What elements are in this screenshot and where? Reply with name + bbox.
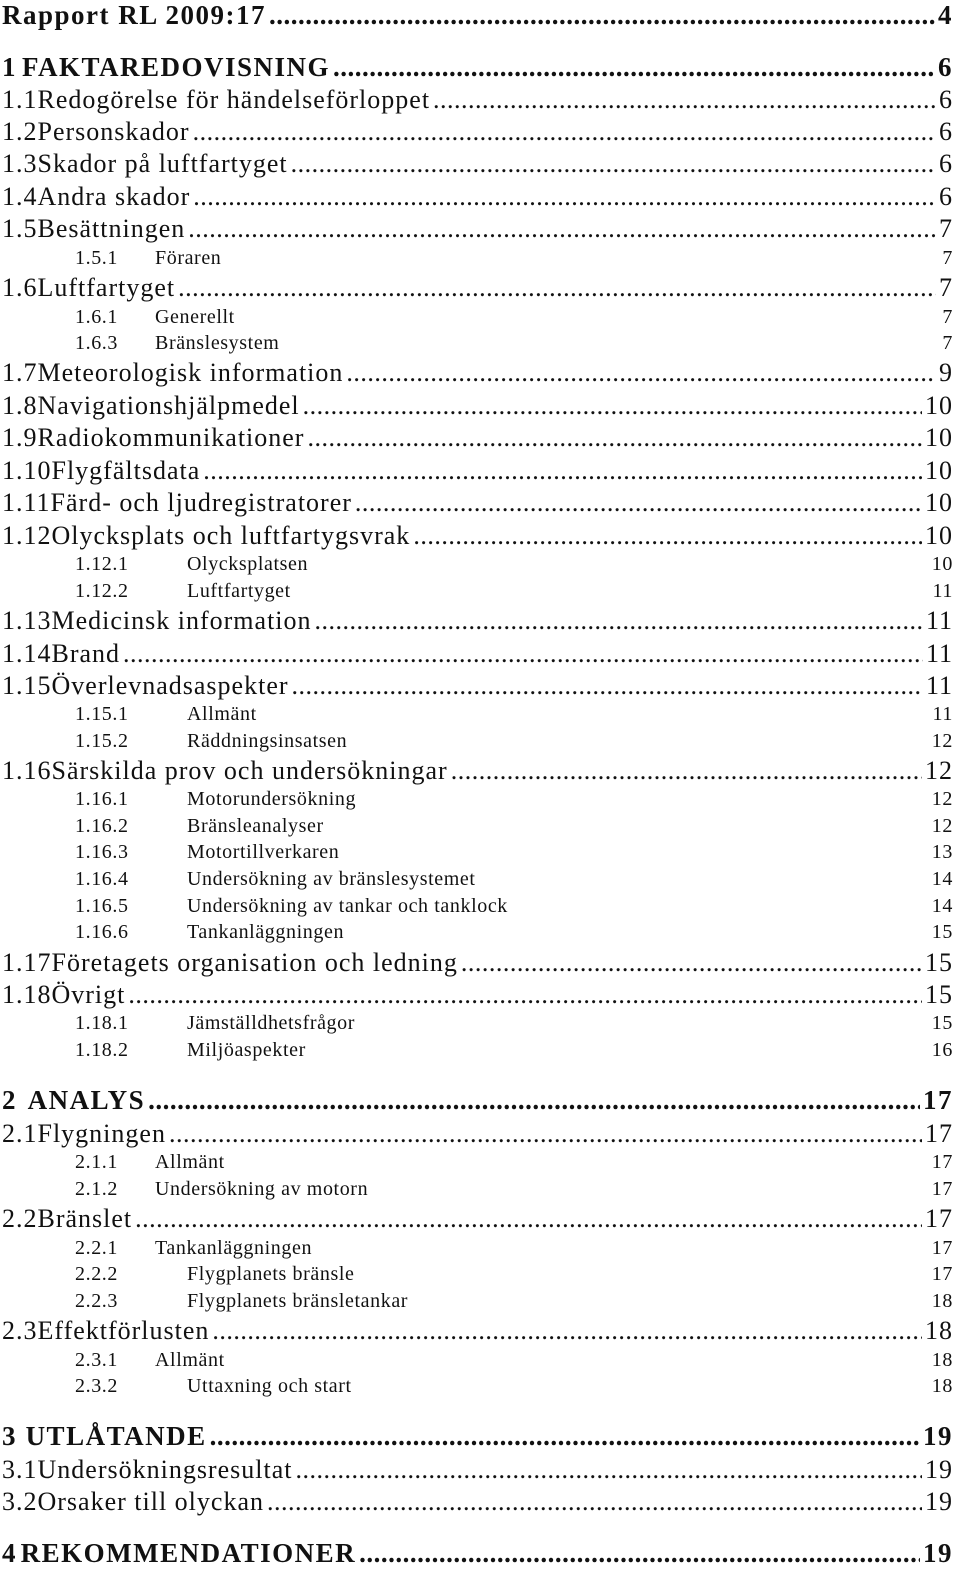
leader-dots: [178, 273, 936, 303]
toc-entry-number: 1.5: [2, 214, 38, 243]
leader-dots: [315, 606, 923, 636]
toc-entry-page: 18: [931, 1349, 953, 1371]
toc-entry-page: 10: [925, 423, 953, 452]
toc-entry-subsection[interactable]: [0, 1349, 960, 1372]
toc-entry-page: 7: [942, 247, 953, 269]
leader-dots: [212, 1316, 922, 1346]
toc-entry-page: 14: [931, 895, 953, 917]
leader-dots: [359, 1538, 920, 1569]
toc-entry-chapter[interactable]: [0, 52, 960, 83]
toc-entry-chapter[interactable]: [0, 1538, 960, 1569]
toc-entry-section[interactable]: [0, 391, 960, 421]
leader-dots: [307, 423, 922, 453]
toc-entry-number: 2.2: [2, 1204, 38, 1233]
toc-entry-subsection[interactable]: [0, 1290, 960, 1313]
toc-entry-subsection[interactable]: [0, 1375, 960, 1398]
toc-entry-title: Särskilda prov och undersökningar: [51, 756, 448, 785]
toc-entry-title: Meteorologisk information: [37, 358, 344, 387]
toc-entry-title: Räddningsinsatsen: [187, 730, 348, 752]
toc-entry-title: Besättningen: [37, 214, 186, 243]
toc-entry-section[interactable]: [0, 1487, 960, 1517]
toc-entry-page: 6: [939, 149, 953, 178]
toc-entry-subsection[interactable]: [0, 1012, 960, 1035]
toc-entry-section[interactable]: [0, 214, 960, 244]
toc-entry-title: Undersökning av tankar och tanklock: [187, 895, 508, 917]
toc-entry-section[interactable]: [0, 358, 960, 388]
toc-entry-title: Överlevnadsaspekter: [51, 671, 289, 700]
toc-entry-number: 1.16.4: [75, 868, 129, 890]
toc-entry-title: Personskador: [37, 117, 190, 146]
toc-entry-title: Redogörelse för händelseförloppet: [37, 85, 431, 114]
toc-entry-subsection[interactable]: [0, 553, 960, 576]
toc-entry-number: 1.12: [2, 521, 52, 550]
toc-entry-number: 2.3: [2, 1316, 38, 1345]
toc-entry-number: 2.3.2: [75, 1375, 118, 1397]
toc-entry-section[interactable]: [0, 273, 960, 303]
toc-entry-number: 3: [2, 1421, 17, 1451]
toc-entry-number: 1.6.1: [75, 306, 118, 328]
toc-entry-title: Motorundersökning: [187, 788, 357, 810]
toc-entry-number: 2.2.3: [75, 1290, 118, 1312]
toc-entry-page: 17: [931, 1237, 953, 1259]
toc-entry-title: Övrigt: [51, 980, 126, 1009]
toc-entry-number: 1.12.1: [75, 553, 129, 575]
toc-entry-number: 1.15.2: [75, 730, 129, 752]
toc-entry-page: 17: [931, 1178, 953, 1200]
toc-entry-number: 1.16.1: [75, 788, 129, 810]
leader-dots: [210, 1421, 920, 1452]
toc-entry-page: 9: [939, 358, 953, 387]
toc-entry-section[interactable]: [0, 182, 960, 212]
toc-entry-page: 19: [925, 1487, 953, 1516]
toc-entry-title: Allmänt: [155, 1349, 225, 1371]
toc-entry-subsection[interactable]: [0, 247, 960, 270]
toc-entry-page: 12: [931, 788, 953, 810]
leader-dots: [135, 1204, 922, 1234]
toc-entry-number: 1.17: [2, 948, 52, 977]
toc-entry-number: 1.9: [2, 423, 38, 452]
toc-entry-number: 3.2: [2, 1487, 38, 1516]
toc-entry-subsection[interactable]: [0, 1237, 960, 1260]
toc-entry-title: UTLÅTANDE: [25, 1421, 207, 1451]
toc-entry-number: 1.8: [2, 391, 38, 420]
toc-entry-number: 1.18.2: [75, 1039, 129, 1061]
toc-entry-page: 7: [939, 214, 953, 243]
toc-entry-title: Undersökning av motorn: [155, 1178, 369, 1200]
toc-entry-page: 7: [942, 332, 953, 354]
toc-entry-page: 14: [931, 868, 953, 890]
toc-entry-title: Undersökningsresultat: [37, 1455, 293, 1484]
toc-entry-number: 1.14: [2, 639, 52, 668]
toc-entry-title: Tankanläggningen: [155, 1237, 313, 1259]
leader-dots: [267, 1487, 922, 1517]
leader-dots: [291, 149, 936, 179]
toc-entry-title: Bränslesystem: [155, 332, 280, 354]
toc-entry-section[interactable]: [0, 456, 960, 486]
toc-entry-number: 2.1.1: [75, 1151, 118, 1173]
leader-dots: [461, 948, 922, 978]
toc-entry-title: Motortillverkaren: [187, 841, 340, 863]
toc-entry-title: REKOMMENDATIONER: [20, 1538, 357, 1568]
toc-entry-page: 13: [931, 841, 953, 863]
toc-entry-section[interactable]: [0, 1204, 960, 1234]
toc-entry-number: 1.12.2: [75, 580, 129, 602]
toc-entry-page: 11: [932, 703, 953, 725]
leader-dots: [292, 671, 923, 701]
toc-entry-page: 6: [939, 85, 953, 114]
toc-entry-page: 12: [931, 815, 953, 837]
toc-entry-section[interactable]: [0, 521, 960, 551]
leader-dots: [169, 1119, 922, 1149]
toc-entry-page: 6: [939, 182, 953, 211]
toc-entry-number: 1.4: [2, 182, 38, 211]
toc-entry-page: 15: [925, 980, 953, 1009]
toc-entry-page: 6: [939, 117, 953, 146]
toc-entry-title: Medicinsk information: [51, 606, 312, 635]
toc-entry-subsection[interactable]: [0, 1151, 960, 1174]
toc-entry-subsection[interactable]: [0, 1039, 960, 1062]
toc-entry-number: 1.3: [2, 149, 38, 178]
toc-entry-page: 19: [923, 1421, 953, 1451]
toc-entry-title: Uttaxning och start: [187, 1375, 352, 1397]
toc-entry-title: Generellt: [155, 306, 235, 328]
toc-entry-number: 1.18: [2, 980, 52, 1009]
toc-entry-title: Företagets organisation och ledning: [51, 948, 458, 977]
leader-dots: [123, 639, 923, 669]
toc-entry-number: 1.6.3: [75, 332, 118, 354]
toc-entry-section[interactable]: [0, 948, 960, 978]
toc-entry-chapter[interactable]: [0, 1085, 960, 1116]
toc-entry-title: Skador på luftfartyget: [37, 149, 288, 178]
toc-entry-title: ANALYS: [27, 1085, 146, 1115]
leader-dots: [269, 0, 935, 31]
toc-entry-number: 1.16: [2, 756, 52, 785]
toc-entry-subsection[interactable]: [0, 332, 960, 355]
toc-entry-page: 10: [931, 553, 953, 575]
toc-entry-number: 2.2.1: [75, 1237, 118, 1259]
toc-entry-title: Orsaker till olyckan: [37, 1487, 264, 1516]
toc-entry-title: Flygplanets bränsle: [187, 1263, 355, 1285]
toc-entry-report[interactable]: [0, 0, 960, 31]
toc-entry-subsection[interactable]: [0, 921, 960, 944]
toc-entry-subsection[interactable]: [0, 1263, 960, 1286]
toc-entry-title: Bränsleanalyser: [187, 815, 324, 837]
leader-dots: [333, 52, 935, 83]
toc-entry-section[interactable]: [0, 488, 960, 518]
toc-entry-page: 7: [942, 306, 953, 328]
toc-entry-title: Allmänt: [155, 1151, 225, 1173]
toc-entry-title: Allmänt: [187, 703, 257, 725]
toc-entry-page: 12: [925, 756, 953, 785]
toc-entry-title: Andra skador: [37, 182, 191, 211]
toc-entry-page: 10: [925, 456, 953, 485]
toc-entry-number: 2.1: [2, 1119, 38, 1148]
toc-entry-section[interactable]: [0, 639, 960, 669]
toc-entry-section[interactable]: [0, 85, 960, 115]
toc-entry-subsection[interactable]: [0, 788, 960, 811]
toc-entry-page: 11: [932, 580, 953, 602]
toc-entry-number: 1.15: [2, 671, 52, 700]
toc-entry-page: 11: [925, 606, 953, 635]
toc-entry-number: 1: [2, 52, 17, 82]
toc-entry-section[interactable]: [0, 671, 960, 701]
toc-entry-title: Luftfartyget: [37, 273, 176, 302]
toc-entry-subsection[interactable]: [0, 1178, 960, 1201]
toc-entry-section[interactable]: [0, 1316, 960, 1346]
toc-entry-page: 18: [931, 1290, 953, 1312]
leader-dots: [303, 391, 922, 421]
toc-entry-title: Brand: [51, 639, 121, 668]
toc-entry-page: 11: [925, 639, 953, 668]
leader-dots: [451, 756, 922, 786]
toc-entry-title: Tankanläggningen: [187, 921, 345, 943]
leader-dots: [188, 214, 936, 244]
toc-entry-title: Radiokommunikationer: [37, 423, 305, 452]
toc-entry-title: Rapport RL 2009:17: [2, 0, 267, 30]
toc-entry-number: 1.16.6: [75, 921, 129, 943]
toc-entry-subsection[interactable]: [0, 730, 960, 753]
toc-entry-number: 2: [2, 1085, 17, 1115]
toc-entry-number: 2.3.1: [75, 1349, 118, 1371]
toc-entry-title: Effektförlusten: [37, 1316, 210, 1345]
toc-entry-number: 3.1: [2, 1455, 38, 1484]
toc-entry-subsection[interactable]: [0, 868, 960, 891]
toc-entry-page: 10: [925, 488, 953, 517]
toc-entry-number: 1.18.1: [75, 1012, 129, 1034]
toc-entry-title: Miljöaspekter: [187, 1039, 306, 1061]
toc-entry-number: 1.7: [2, 358, 38, 387]
toc-entry-page: 17: [925, 1119, 953, 1148]
leader-dots: [346, 358, 936, 388]
toc-entry-title: Navigationshjälpmedel: [37, 391, 300, 420]
toc-entry-page: 18: [925, 1316, 953, 1345]
toc-entry-number: 1.5.1: [75, 247, 118, 269]
toc-entry-page: 18: [931, 1375, 953, 1397]
toc-entry-section[interactable]: [0, 606, 960, 636]
toc-entry-number: 1.16.5: [75, 895, 129, 917]
leader-dots: [355, 488, 922, 518]
toc-entry-page: 17: [925, 1204, 953, 1233]
toc-entry-section[interactable]: [0, 423, 960, 453]
toc-entry-section[interactable]: [0, 117, 960, 147]
toc-entry-number: 1.11: [2, 488, 51, 517]
leader-dots: [193, 117, 936, 147]
toc-entry-page: 15: [931, 921, 953, 943]
toc-entry-page: 10: [925, 521, 953, 550]
toc-entry-page: 15: [925, 948, 953, 977]
toc-entry-title: Flygningen: [37, 1119, 166, 1148]
toc-entry-number: 2.1.2: [75, 1178, 118, 1200]
toc-entry-page: 19: [923, 1538, 953, 1568]
leader-dots: [295, 1455, 922, 1485]
toc-entry-subsection[interactable]: [0, 306, 960, 329]
leader-dots: [203, 456, 922, 486]
toc-entry-page: 12: [931, 730, 953, 752]
toc-entry-page: 6: [938, 52, 953, 82]
toc-entry-title: Olycksplatsen: [187, 553, 309, 575]
toc-entry-number: 1.15.1: [75, 703, 129, 725]
toc-entry-page: 15: [931, 1012, 953, 1034]
toc-entry-number: 1.1: [2, 85, 38, 114]
leader-dots: [193, 182, 936, 212]
toc-entry-title: Olycksplats och luftfartygsvrak: [51, 521, 411, 550]
toc-entry-title: Undersökning av bränslesystemet: [187, 868, 476, 890]
toc-entry-subsection[interactable]: [0, 703, 960, 726]
toc-entry-title: Luftfartyget: [187, 580, 291, 602]
toc-entry-page: 4: [938, 0, 953, 30]
toc-entry-title: Flygfältsdata: [51, 456, 201, 485]
toc-entry-title: FAKTAREDOVISNING: [21, 52, 330, 82]
toc-entry-page: 11: [925, 671, 953, 700]
toc-entry-section[interactable]: [0, 1455, 960, 1485]
leader-dots: [128, 980, 922, 1010]
toc-entry-section[interactable]: [0, 149, 960, 179]
toc-entry-number: 1.13: [2, 606, 52, 635]
toc-entry-section[interactable]: [0, 980, 960, 1010]
toc-entry-subsection[interactable]: [0, 895, 960, 918]
leader-dots: [433, 85, 936, 115]
toc-entry-page: 19: [925, 1455, 953, 1484]
toc-entry-section[interactable]: [0, 1119, 960, 1149]
toc-entry-title: Flygplanets bränsletankar: [187, 1290, 409, 1312]
toc-entry-number: 1.10: [2, 456, 52, 485]
toc-entry-page: 7: [939, 273, 953, 302]
toc-entry-number: 2.2.2: [75, 1263, 118, 1285]
leader-dots: [148, 1085, 920, 1116]
toc-entry-page: 17: [923, 1085, 953, 1115]
toc-entry-number: 4: [2, 1538, 17, 1568]
toc-entry-title: Föraren: [155, 247, 222, 269]
toc-entry-subsection[interactable]: [0, 815, 960, 838]
toc-entry-number: 1.16.3: [75, 841, 129, 863]
leader-dots: [413, 521, 922, 551]
toc-entry-title: Färd- och ljudregistratorer: [50, 488, 352, 517]
toc-entry-page: 16: [931, 1039, 953, 1061]
toc-entry-page: 10: [925, 391, 953, 420]
toc-entry-title: Jämställdhetsfrågor: [187, 1012, 356, 1034]
toc-entry-page: 17: [931, 1151, 953, 1173]
toc-entry-number: 1.2: [2, 117, 38, 146]
toc-entry-chapter[interactable]: [0, 1421, 960, 1452]
toc-entry-section[interactable]: [0, 756, 960, 786]
toc-entry-subsection[interactable]: [0, 580, 960, 603]
toc-entry-subsection[interactable]: [0, 841, 960, 864]
toc-entry-number: 1.16.2: [75, 815, 129, 837]
toc-entry-number: 1.6: [2, 273, 38, 302]
toc-entry-page: 17: [931, 1263, 953, 1285]
toc-entry-title: Bränslet: [37, 1204, 133, 1233]
